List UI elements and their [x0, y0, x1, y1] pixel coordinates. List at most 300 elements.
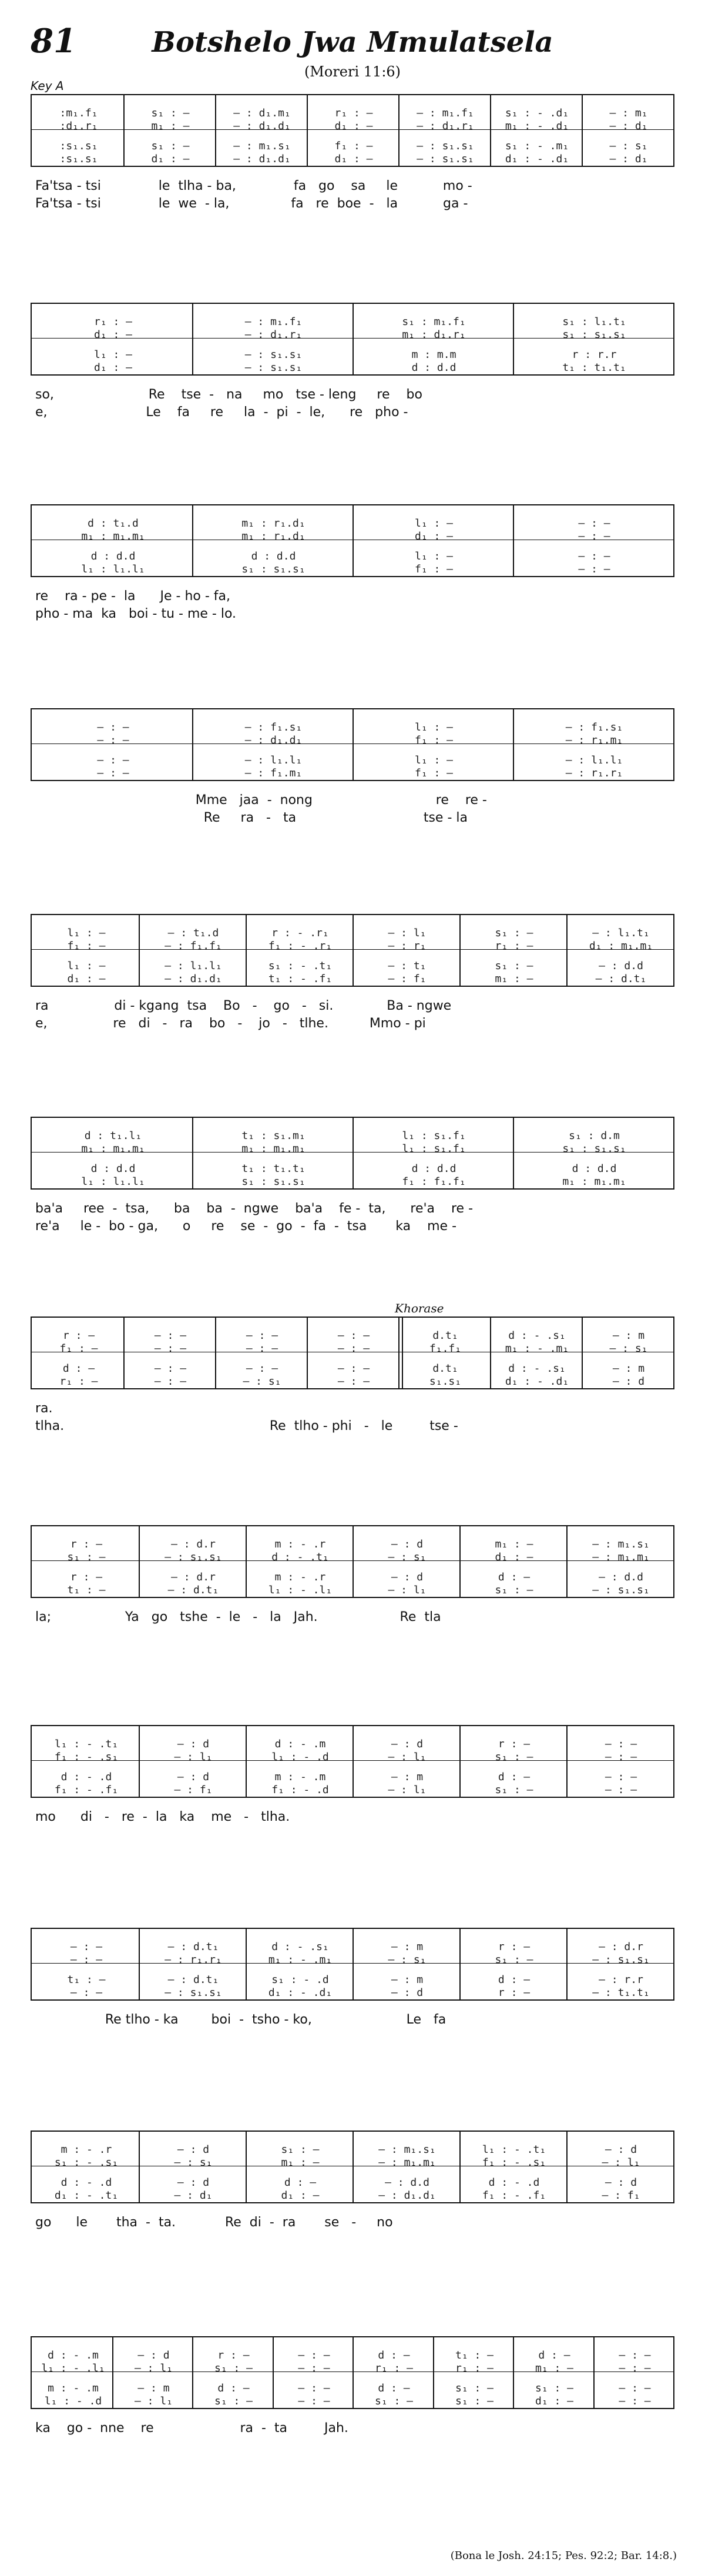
note-cell: t₁ : - .f₁	[268, 973, 333, 985]
note-cell: m₁ : —	[151, 120, 190, 132]
note-cell: l₁ : —	[67, 960, 106, 972]
note-cell: — : —	[578, 563, 610, 575]
note-cell: — : d₁	[174, 2189, 213, 2202]
note-cell: — : d	[612, 1375, 645, 1388]
note-cell: l₁ : s₁.f₁	[402, 1130, 466, 1142]
note-cell: f₁.f₁	[429, 1342, 462, 1355]
note-cell: s₁ : - .m₁	[505, 140, 569, 152]
note-cell: d : d.d	[90, 1163, 136, 1175]
barline	[398, 95, 400, 166]
music-system	[31, 2131, 674, 2203]
note-cell: — : d	[177, 2143, 210, 2156]
note-cell: — : d₁.m₁	[233, 107, 291, 119]
barline	[139, 1726, 140, 1797]
note-cell: — : s₁.s₁	[244, 361, 303, 374]
note-cell: — : —	[246, 1329, 278, 1342]
note-cell: d : d.d	[411, 361, 456, 374]
note-cell: — : d₁	[609, 153, 648, 165]
note-cell: — : m₁.m₁	[592, 1551, 650, 1563]
music-system	[31, 504, 674, 577]
note-cell: f₁ : —	[414, 734, 454, 746]
note-cell: — : m₁.s₁	[233, 140, 291, 152]
note-cell: — : —	[619, 2382, 651, 2394]
note-cell: m₁ : m₁.m₁	[241, 1143, 306, 1155]
note-cell: — : —	[246, 1362, 278, 1375]
note-cell: m : - .m	[48, 2382, 99, 2394]
music-system	[31, 708, 674, 781]
note-cell: m₁ : d₁.r₁	[402, 329, 466, 341]
note-cell: f₁ : - .f₁	[54, 1784, 119, 1796]
barline	[459, 2132, 461, 2202]
barline	[273, 2337, 274, 2408]
note-cell: l₁ : l₁.l₁	[81, 563, 145, 575]
barline	[215, 95, 216, 166]
note-cell: f₁ : —	[414, 563, 454, 575]
barline	[246, 1726, 247, 1797]
barline	[513, 505, 514, 576]
note-cell: — : d.t₁	[167, 1974, 219, 1986]
note-cell: — : —	[578, 550, 610, 562]
note-cell: r : r.r	[572, 349, 617, 361]
note-cell: r : —	[498, 1987, 531, 1999]
barline	[490, 95, 491, 166]
note-cell: — : t₁.d	[167, 927, 219, 939]
note-cell: — : —	[619, 2349, 651, 2361]
note-cell: — : —	[154, 1362, 187, 1375]
double-barline	[398, 1318, 403, 1388]
barline	[566, 915, 568, 986]
barline	[192, 304, 193, 374]
note-cell: — : d.d	[599, 960, 643, 972]
note-cell: :d₁.r₁	[59, 120, 98, 132]
barline	[459, 1526, 461, 1597]
note-cell: d : d.d	[572, 1163, 617, 1175]
note-cell: r₁ : —	[334, 107, 373, 119]
note-cell: f₁ : —	[334, 140, 373, 152]
note-cell: d : —	[498, 1771, 531, 1783]
note-cell: — : l₁	[388, 927, 427, 939]
barline	[123, 95, 125, 166]
note-cell: s₁ : —	[495, 1954, 533, 1966]
lyric-line: so, Re tse - na mo tse - leng re bo	[35, 387, 422, 402]
note-cell: d : - .d	[61, 1771, 112, 1783]
note-cell: — : s₁	[609, 140, 648, 152]
note-cell: l₁ : - .d	[271, 1751, 329, 1763]
note-cell: m₁ : m₁.m₁	[562, 1175, 626, 1188]
barline	[352, 505, 354, 576]
note-cell: — : m₁.f₁	[244, 316, 303, 328]
note-cell: s₁ : —	[495, 960, 533, 972]
lyric-line: pho - ma ka boi - tu - me - lo.	[35, 607, 237, 621]
note-cell: — : l₁	[602, 2156, 640, 2169]
note-cell: — : —	[578, 517, 610, 530]
note-cell: m₁ : —	[495, 1538, 533, 1550]
note-cell: d : —	[284, 2176, 317, 2189]
note-cell: r : —	[70, 1571, 103, 1583]
note-cell: f₁ : - .s₁	[54, 1751, 119, 1763]
note-cell: — : m₁.s₁	[378, 2143, 436, 2156]
note-cell: s₁ : - .t₁	[268, 960, 333, 972]
note-cell: — : l₁	[134, 2395, 173, 2407]
note-cell: — : —	[605, 1784, 637, 1796]
note-cell: — : m	[612, 1329, 645, 1342]
note-cell: l₁ : - .l₁	[41, 2362, 105, 2374]
note-cell: s₁.s₁	[429, 1375, 462, 1388]
note-cell: d₁ : - .t₁	[54, 2189, 119, 2202]
note-cell: m₁ : - .d₁	[505, 120, 569, 132]
note-cell: — : d₁.r₁	[417, 120, 474, 132]
note-cell: — : —	[605, 1738, 637, 1750]
note-cell: d₁ : —	[281, 2189, 320, 2202]
note-cell: d₁ : —	[93, 361, 133, 374]
barline	[192, 1118, 193, 1188]
scripture-reference: (Moreri 11:6)	[304, 63, 401, 80]
note-cell: — : d	[177, 1771, 210, 1783]
note-cell: d : - .t₁	[271, 1551, 329, 1563]
barline	[582, 95, 583, 166]
note-cell: — : s₁.s₁	[164, 1551, 222, 1563]
barline	[352, 2337, 354, 2408]
note-cell: s₁ : - .d₁	[505, 107, 569, 119]
note-cell: m₁ : r₁.d₁	[241, 530, 306, 542]
chorus-label: Khorase	[395, 1301, 444, 1315]
music-system	[31, 303, 674, 376]
note-cell: l₁ : l₁.l₁	[81, 1175, 145, 1188]
barline	[566, 1726, 568, 1797]
note-cell: d : - .s₁	[508, 1362, 566, 1375]
note-cell: — : d.d	[385, 2176, 429, 2189]
barline	[433, 2337, 434, 2408]
barline	[246, 1526, 247, 1597]
barline	[513, 1118, 514, 1188]
note-cell: — : l₁	[174, 1751, 213, 1763]
note-cell: — : d₁	[609, 120, 648, 132]
note-cell: — : d	[177, 2176, 210, 2189]
note-cell: l₁ : s₁.f₁	[402, 1143, 466, 1155]
note-cell: m₁ : - .m₁	[268, 1954, 333, 1966]
note-cell: f₁ : —	[67, 940, 106, 952]
note-cell: d₁ : —	[334, 153, 373, 165]
note-cell: r : —	[498, 1941, 531, 1953]
note-cell: m₁ : —	[535, 2362, 574, 2374]
note-cell: f₁ : —	[59, 1342, 98, 1355]
note-cell: s₁ : —	[455, 2382, 494, 2394]
note-cell: — : r.r	[599, 1974, 643, 1986]
key-signature: Key A	[31, 79, 64, 93]
note-cell: — : —	[97, 721, 129, 733]
note-cell: — : d₁.d₁	[233, 120, 291, 132]
note-cell: f₁ : - .r₁	[268, 940, 333, 952]
note-cell: m : - .r	[274, 1571, 326, 1583]
note-cell: — : s₁.s₁	[417, 153, 474, 165]
note-cell: s₁ : —	[495, 1584, 533, 1596]
note-cell: r₁ : —	[455, 2362, 494, 2374]
note-cell: — : d.t₁	[595, 973, 647, 985]
note-cell: m : m.m	[411, 349, 456, 361]
note-cell: — : —	[97, 754, 129, 766]
note-cell: — : m	[391, 1771, 424, 1783]
note-cell: d₁ : —	[93, 329, 133, 341]
note-cell: — : —	[298, 2362, 330, 2374]
note-cell: d₁ : - .d₁	[268, 1987, 333, 1999]
barline	[352, 1929, 354, 1999]
note-cell: — : m₁	[609, 107, 648, 119]
note-cell: d : - .d	[61, 2176, 112, 2189]
note-cell: — : —	[298, 2382, 330, 2394]
note-cell: — : m	[391, 1974, 424, 1986]
note-cell: d : —	[378, 2382, 410, 2394]
note-cell: — : —	[578, 530, 610, 542]
note-cell: m₁ : - .m₁	[505, 1342, 569, 1355]
note-cell: r : —	[498, 1738, 531, 1750]
note-cell: d₁ : m₁.m₁	[589, 940, 653, 952]
note-cell: — : d	[177, 1738, 210, 1750]
lyric-line: ka go - nne re ra - ta Jah.	[35, 2421, 348, 2436]
note-cell: d : t₁.d	[88, 517, 139, 530]
note-cell: d : —	[498, 1571, 531, 1583]
note-cell: s₁ : —	[214, 2395, 253, 2407]
note-cell: — : m₁.s₁	[592, 1538, 650, 1550]
note-cell: l₁ : - .t₁	[482, 2143, 546, 2156]
note-cell: — : l₁.l₁	[565, 754, 623, 766]
note-cell: — : f₁.s₁	[244, 721, 303, 733]
note-cell: l₁ : - .l₁	[268, 1584, 333, 1596]
barline	[352, 915, 354, 986]
note-cell: l₁ : —	[414, 550, 454, 562]
lyric-line: ra.	[35, 1401, 53, 1416]
note-cell: — : r₁.m₁	[565, 734, 623, 746]
note-cell: — : m	[137, 2382, 170, 2394]
note-cell: — : m₁.m₁	[378, 2156, 436, 2169]
note-cell: s₁ : —	[495, 1784, 533, 1796]
note-cell: r₁ : —	[495, 940, 533, 952]
note-cell: — : s₁	[388, 1551, 427, 1563]
note-cell: s₁ : —	[67, 1551, 106, 1563]
note-cell: d : d.d	[411, 1163, 456, 1175]
barline	[513, 709, 514, 780]
note-cell: d.t₁	[432, 1329, 458, 1342]
note-cell: d : - .s₁	[508, 1329, 566, 1342]
note-cell: f₁ : - .s₁	[482, 2156, 546, 2169]
note-cell: s₁ : m₁.f₁	[402, 316, 466, 328]
note-cell: — : —	[97, 767, 129, 779]
note-cell: m₁ : m₁.m₁	[81, 530, 145, 542]
note-cell: — : f₁.s₁	[565, 721, 623, 733]
note-cell: d.t₁	[432, 1362, 458, 1375]
note-cell: — : d	[391, 1538, 424, 1550]
lyric-line: go le tha - ta. Re di - ra se - no	[35, 2215, 393, 2230]
barline	[123, 1318, 125, 1388]
note-cell: :s₁.s₁	[59, 153, 98, 165]
note-cell: t₁ : —	[455, 2349, 494, 2361]
note-cell: m₁ : —	[495, 973, 533, 985]
note-cell: s₁ : —	[374, 2395, 414, 2407]
note-cell: — : —	[154, 1329, 187, 1342]
note-cell: s₁ : —	[151, 140, 190, 152]
barline	[490, 1318, 491, 1388]
note-cell: — : m₁.f₁	[417, 107, 474, 119]
lyric-line: Fa'tsa - tsi le we - la, fa re boe - la ga -	[35, 196, 468, 211]
music-system	[31, 1725, 674, 1798]
note-cell: d : —	[538, 2349, 570, 2361]
note-cell: d₁ : - .d₁	[505, 153, 569, 165]
note-cell: d : —	[378, 2349, 410, 2361]
note-cell: — : d.r	[171, 1538, 216, 1550]
note-cell: — : t₁.t₁	[592, 1987, 650, 1999]
lyric-line: Re tlho - ka boi - tsho - ko, Le fa	[35, 2012, 446, 2027]
note-cell: — : f₁.m₁	[244, 767, 303, 779]
note-cell: d : —	[498, 1974, 531, 1986]
note-cell: — : —	[97, 734, 129, 746]
note-cell: — : f₁	[388, 973, 427, 985]
note-cell: — : r₁.r₁	[164, 1954, 222, 1966]
note-cell: t₁ : t₁.t₁	[241, 1163, 306, 1175]
note-cell: — : l₁	[388, 1784, 427, 1796]
note-cell: d : - .d	[488, 2176, 540, 2189]
note-cell: — : —	[605, 1771, 637, 1783]
lyric-line: la; Ya go tshe - le - la Jah. Re tla	[35, 1610, 441, 1624]
note-cell: d : - .s₁	[271, 1941, 329, 1953]
note-cell: — : r₁.r₁	[565, 767, 623, 779]
note-cell: — : —	[298, 2349, 330, 2361]
note-cell: — : s₁.s₁	[592, 1584, 650, 1596]
lyric-line: re'a le - bo - ga, o re se - go - fa - tsa ka me -	[35, 1219, 457, 1234]
lyric-line: e, re di - ra bo - jo - tlhe. Mmo - pi	[35, 1016, 426, 1031]
note-cell: — : d.t₁	[167, 1584, 219, 1596]
note-cell: — : f₁.f₁	[164, 940, 222, 952]
barline	[352, 2132, 354, 2202]
note-cell: — : —	[70, 1954, 103, 1966]
hymn-number: 81	[31, 22, 76, 61]
note-cell: r : —	[217, 2349, 250, 2361]
note-cell: l₁ : - .t₁	[54, 1738, 119, 1750]
note-cell: — : d₁.d₁	[378, 2189, 436, 2202]
note-cell: — : d	[391, 1738, 424, 1750]
barline	[566, 1929, 568, 1999]
note-cell: d : —	[62, 1362, 95, 1375]
note-cell: t₁ : t₁.t₁	[562, 361, 626, 374]
note-cell: l₁ : —	[414, 754, 454, 766]
note-cell: — : d₁.d₁	[233, 153, 291, 165]
barline	[459, 1929, 461, 1999]
barline	[352, 1118, 354, 1188]
note-cell: — : d₁.d₁	[164, 973, 222, 985]
lyric-line: ba'a ree - tsa, ba ba - ngwe ba'a fe - ta, re'a re -	[35, 1201, 474, 1216]
note-cell: f₁ : - .f₁	[482, 2189, 546, 2202]
barline	[513, 2337, 514, 2408]
note-cell: s₁ : d.m	[569, 1130, 620, 1142]
barline	[307, 95, 308, 166]
note-cell: m₁ : m₁.m₁	[81, 1143, 145, 1155]
note-cell: — : l₁	[388, 1751, 427, 1763]
note-cell: — : r₁	[388, 940, 427, 952]
lyric-line: Re ra - ta tse - la	[35, 810, 468, 825]
music-system	[31, 1525, 674, 1598]
note-cell: m : - .r	[274, 1538, 326, 1550]
barline	[352, 304, 354, 374]
note-cell: — : m	[391, 1941, 424, 1953]
barline	[459, 1726, 461, 1797]
note-cell: — : d.r	[599, 1941, 643, 1953]
note-cell: m : - .m	[274, 1771, 326, 1783]
lyric-line: Mme jaa - nong re re -	[35, 793, 487, 808]
barline	[459, 915, 461, 986]
note-cell: — : f₁	[602, 2189, 640, 2202]
note-cell: m₁ : —	[281, 2156, 320, 2169]
note-cell: — : s₁	[609, 1342, 648, 1355]
note-cell: — : —	[605, 1751, 637, 1763]
note-cell: — : d	[391, 1987, 424, 1999]
note-cell: — : —	[337, 1329, 370, 1342]
note-cell: s₁ : —	[455, 2395, 494, 2407]
music-system	[31, 1928, 674, 2001]
note-cell: d₁ : —	[67, 973, 106, 985]
barline	[139, 915, 140, 986]
note-cell: l₁ : —	[414, 721, 454, 733]
barline	[513, 304, 514, 374]
note-cell: — : s₁.s₁	[592, 1954, 650, 1966]
note-cell: l₁ : —	[414, 517, 454, 530]
music-system	[31, 94, 674, 167]
note-cell: f₁ : —	[414, 767, 454, 779]
lyric-line: e, Le fa re la - pi - le, re pho -	[35, 405, 408, 420]
note-cell: d₁ : —	[535, 2395, 574, 2407]
note-cell: s₁ : s₁.s₁	[241, 1175, 306, 1188]
note-cell: t₁ : —	[67, 1974, 106, 1986]
barline	[582, 1318, 583, 1388]
note-cell: s₁ : l₁.t₁	[562, 316, 626, 328]
note-cell: s₁ : - .d	[271, 1974, 329, 1986]
barline	[139, 2132, 140, 2202]
note-cell: — : d	[391, 1571, 424, 1583]
barline	[192, 505, 193, 576]
music-system	[31, 1117, 674, 1190]
note-cell: — : d.d	[599, 1571, 643, 1583]
note-cell: — : —	[337, 1342, 370, 1355]
note-cell: — : l₁.t₁	[592, 927, 650, 939]
note-cell: m₁ : r₁.d₁	[241, 517, 306, 530]
note-cell: r₁ : —	[59, 1375, 98, 1388]
note-cell: d : d.d	[90, 550, 136, 562]
music-system	[31, 2336, 674, 2409]
note-cell: — : t₁	[388, 960, 427, 972]
note-cell: d : - .m	[274, 1738, 326, 1750]
note-cell: d₁ : —	[334, 120, 373, 132]
note-cell: l₁ : —	[67, 927, 106, 939]
note-cell: s₁ : —	[151, 107, 190, 119]
note-cell: d₁ : —	[414, 530, 454, 542]
note-cell: — : s₁.s₁	[164, 1987, 222, 1999]
note-cell: s₁ : - .s₁	[54, 2156, 119, 2169]
barline	[112, 2337, 113, 2408]
note-cell: — : —	[619, 2395, 651, 2407]
note-cell: — : l₁	[134, 2362, 173, 2374]
barline	[139, 1929, 140, 1999]
note-cell: t₁ : —	[67, 1584, 106, 1596]
note-cell: — : s₁.s₁	[244, 349, 303, 361]
note-cell: r : —	[70, 1538, 103, 1550]
note-cell: r : —	[62, 1329, 95, 1342]
note-cell: — : s₁.s₁	[417, 140, 474, 152]
barline	[352, 1526, 354, 1597]
barline	[139, 1526, 140, 1597]
note-cell: d : —	[217, 2382, 250, 2394]
note-cell: :m₁.f₁	[59, 107, 98, 119]
note-cell: d₁ : —	[495, 1551, 533, 1563]
barline	[246, 2132, 247, 2202]
note-cell: — : f₁	[174, 1784, 213, 1796]
note-cell: — : l₁.l₁	[244, 754, 303, 766]
